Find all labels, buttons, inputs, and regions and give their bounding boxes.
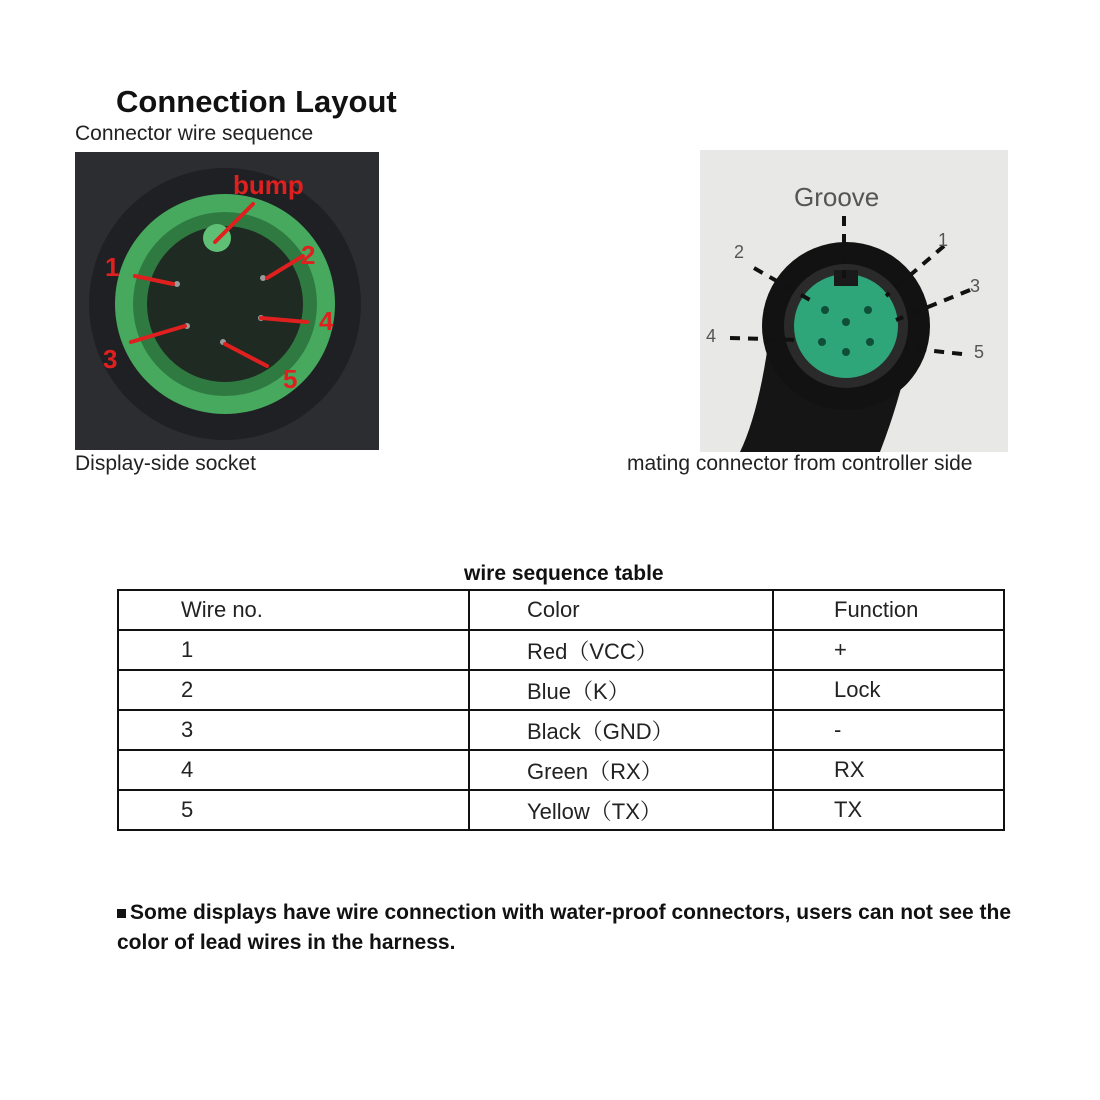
controller-connector-photo bbox=[700, 150, 1008, 452]
table-row bbox=[118, 630, 1004, 670]
header-function: Function bbox=[773, 590, 1004, 630]
pin-label-1: 1 bbox=[938, 230, 949, 250]
cell-function: TX bbox=[773, 790, 1004, 830]
bump-label: bump bbox=[233, 170, 304, 200]
cell-wire-no: 2 bbox=[118, 670, 469, 710]
cell-color: Green（RX） bbox=[469, 750, 773, 790]
header-color: Color bbox=[469, 590, 773, 630]
cell-function: - bbox=[773, 710, 1004, 750]
pin-label-5: 5 bbox=[283, 364, 298, 394]
cell-color: Red（VCC） bbox=[469, 630, 773, 670]
cell-wire-no: 5 bbox=[118, 790, 469, 830]
table-row bbox=[118, 710, 1004, 750]
page-subtitle: Connector wire sequence bbox=[75, 122, 314, 145]
pin-label-2: 2 bbox=[734, 242, 745, 262]
pin-label-2: 2 bbox=[301, 240, 316, 270]
cell-wire-no: 3 bbox=[118, 710, 469, 750]
table-row bbox=[118, 790, 1004, 830]
cell-color: Black（GND） bbox=[469, 710, 773, 750]
pin-label-1: 1 bbox=[105, 252, 120, 282]
table-row bbox=[118, 750, 1004, 790]
table-header-row bbox=[118, 590, 1004, 630]
table-row bbox=[118, 670, 1004, 710]
page-title: Connection Layout bbox=[116, 84, 397, 119]
display-socket-caption: Display-side socket bbox=[75, 452, 256, 475]
pin-label-4: 4 bbox=[319, 306, 334, 336]
note-text: Some displays have wire connection with water-proof connectors, users can not see the color of lead wires in the harness. bbox=[117, 901, 1012, 954]
cell-function: RX bbox=[773, 750, 1004, 790]
display-socket-photo bbox=[75, 152, 379, 450]
wire-sequence-table bbox=[117, 589, 1005, 831]
pin-label-3: 3 bbox=[103, 344, 118, 374]
cell-function: + bbox=[773, 630, 1004, 670]
pin-label-3: 3 bbox=[970, 276, 981, 296]
controller-connector-caption: mating connector from controller side bbox=[627, 452, 973, 475]
pin-label-4: 4 bbox=[706, 326, 717, 346]
header-wire-no: Wire no. bbox=[118, 590, 469, 630]
cell-color: Yellow（TX） bbox=[469, 790, 773, 830]
table-title: wire sequence table bbox=[464, 562, 664, 585]
cell-wire-no: 1 bbox=[118, 630, 469, 670]
cell-color: Blue（K） bbox=[469, 670, 773, 710]
bullet-square-icon bbox=[117, 909, 126, 918]
cell-wire-no: 4 bbox=[118, 750, 469, 790]
note-paragraph bbox=[117, 898, 1057, 958]
cell-function: Lock bbox=[773, 670, 1004, 710]
pin-label-5: 5 bbox=[974, 342, 985, 362]
groove-label: Groove bbox=[794, 182, 880, 212]
